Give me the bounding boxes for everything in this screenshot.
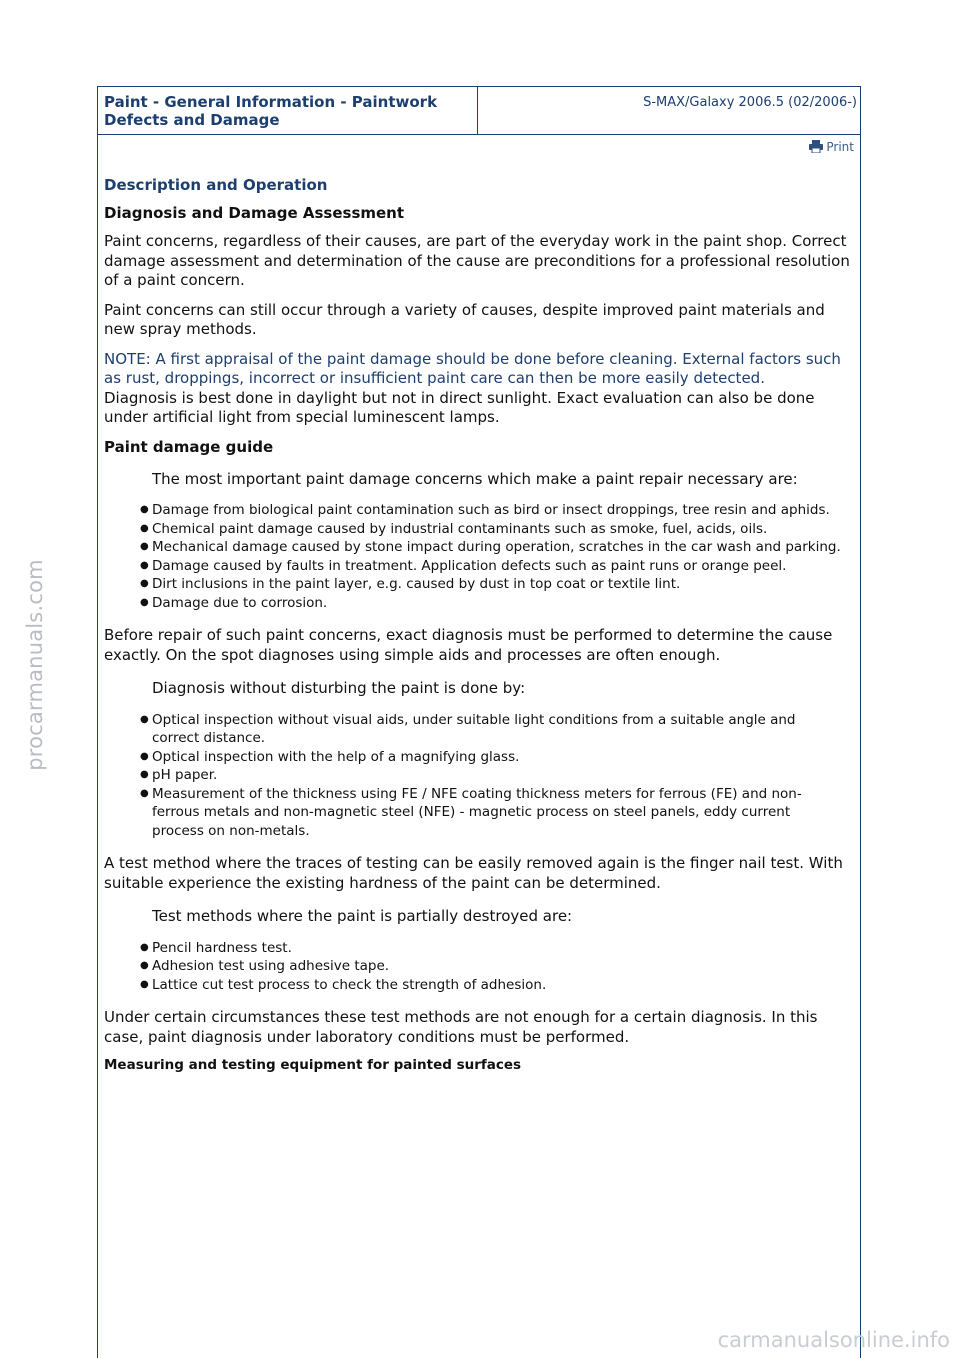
paragraph-finger-nail: A test method where the traces of testing can be easily removed again is the finger nail test. With suitable experience the existing hardness of the paint can be determined.: [104, 854, 843, 892]
paragraph-before-repair: Before repair of such paint concerns, exact diagnosis must be performed to determine the cause exactly. On the spot diagnoses using simple aids and processes are often enough.: [104, 626, 833, 664]
damage-list: [104, 501, 854, 612]
footer-watermark: carmanualsonline.info: [717, 1328, 950, 1352]
side-watermark-text: procarmanuals.com: [23, 559, 48, 771]
test-methods-intro: Test methods where the paint is partially destroyed are:: [152, 907, 573, 925]
list-item: ● Damage from biological paint contamination such as bird or insect droppings, tree resin and aphids.: [152, 501, 854, 520]
list-item: ● Mechanical damage caused by stone impact during operation, scratches in the car wash and parking.: [152, 538, 854, 557]
page-header: [98, 87, 860, 135]
test-methods-list: [104, 939, 854, 995]
list-item: ● Pencil hardness test.: [152, 939, 854, 958]
list-item: ● Dirt inclusions in the paint layer, e.g. caused by dust in top coat or textile lint.: [152, 575, 854, 594]
print-link[interactable]: [809, 140, 854, 154]
diagnosis-list: [104, 711, 854, 841]
list-item: ● Damage due to corrosion.: [152, 594, 854, 613]
list-item: ● Adhesion test using adhesive tape.: [152, 957, 854, 976]
list-item: ● Optical inspection without visual aids, under suitable light conditions from a suitable angle and correct distance.: [152, 711, 854, 748]
list-item: ● Lattice cut test process to check the strength of adhesion.: [152, 976, 854, 995]
page-title: Paint - General Information - Paintwork Defects and Damage: [98, 87, 478, 134]
list-item: ● Chemical paint damage caused by industrial contaminants such as smoke, fuel, acids, oils.: [152, 520, 854, 539]
subsection-title: Diagnosis and Damage Assessment: [104, 204, 405, 222]
side-watermark: [22, 555, 48, 775]
page-content: [98, 135, 860, 1073]
section-title: Description and Operation: [104, 176, 328, 194]
paragraph-laboratory: Under certain circumstances these test methods are not enough for a certain diagnosis. In this case, paint diagnosis under laboratory conditions must be performed.: [104, 1008, 818, 1046]
guide-intro: The most important paint damage concerns which make a paint repair necessary are:: [152, 469, 798, 488]
list-item: ● Measurement of the thickness using FE / NFE coating thickness meters for ferrous (FE) and non-ferrous metals and non-magnetic steel (NFE) - magnetic process on steel panels, eddy current process on non-metals.: [152, 785, 854, 841]
list-item: ● pH paper.: [152, 766, 854, 785]
printer-icon: [809, 140, 823, 156]
paragraph-intro: Paint concerns, regardless of their causes, are part of the everyday work in the paint shop. Correct damage assessment and determination of the cause are preconditions for a professional resolution of a paint concern.: [104, 232, 850, 289]
guide-title: Paint damage guide: [104, 437, 274, 456]
vehicle-model: S-MAX/Galaxy 2006.5 (02/2006-): [643, 95, 857, 110]
paragraph-causes: Paint concerns can still occur through a variety of causes, despite improved paint materials and new spray methods.: [104, 300, 825, 338]
diagnosis-intro: Diagnosis without disturbing the paint is done by:: [152, 679, 526, 697]
list-item: ● Damage caused by faults in treatment. Application defects such as paint runs or orange peel.: [152, 557, 854, 576]
print-label: Print: [826, 140, 854, 154]
paragraph-daylight: Diagnosis is best done in daylight but not in direct sunlight. Exact evaluation can also be done under artificial light from special luminescent lamps.: [104, 388, 815, 426]
note-text: NOTE: A first appraisal of the paint damage should be done before cleaning. External factors such as rust, droppings, incorrect or insufficient paint care can then be more easily detected.: [104, 349, 841, 387]
print-row: [104, 135, 854, 160]
equipment-title: Measuring and testing equipment for painted surfaces: [104, 1057, 522, 1073]
manual-page: [97, 86, 861, 1358]
list-item: ● Optical inspection with the help of a magnifying glass.: [152, 748, 854, 767]
